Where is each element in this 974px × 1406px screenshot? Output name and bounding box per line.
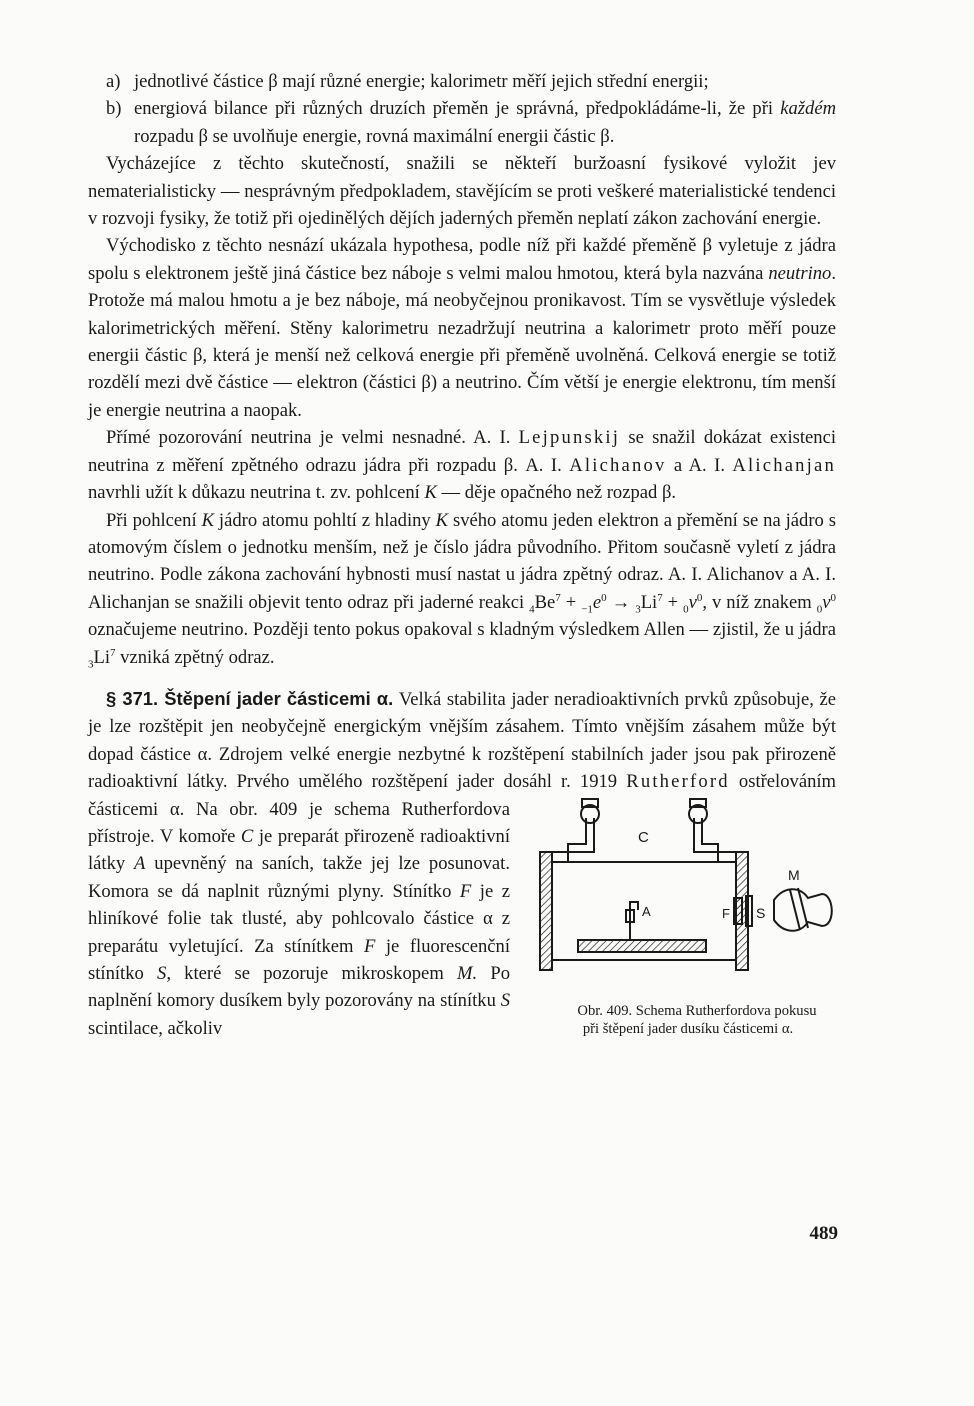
emphasis: neutrino bbox=[768, 262, 832, 284]
label-c: C bbox=[638, 828, 649, 846]
paragraph: Vycházejíce z těchto skutečností, snažili se někteří buržoasní fysikové vyložit jev nematerialisticky — nesprávným předpokladem, stavějícím se proti veškeré materialistické tendenci v rozvoji fysiky, že totiž při ojedinělých dějích jaderných přeměn neplatí zákon zachování energie. bbox=[88, 153, 836, 230]
rutherford-apparatus-diagram bbox=[522, 798, 854, 998]
right-gas-tube bbox=[702, 818, 718, 862]
slide-rail bbox=[578, 940, 706, 952]
list-item bbox=[88, 68, 836, 95]
paragraph: Přímé pozorování neutrina je velmi nesnadné. A. I. Lejpunskij se snažil dokázat existenci neutrina z měření zpětného odrazu jádra při rozpadu β. A. I. Alichanov a A. I. Alichanjan navrhli užít k důkazu neutrina t. zv. pohlcení K — děje opačného než rozpad β. bbox=[88, 427, 836, 504]
chamber-left-wall bbox=[540, 852, 552, 970]
figure-caption: Obr. 409. Schema Rutherfordova pokusu při štěpení jader dusíku částicemi α. bbox=[577, 1002, 817, 1037]
left-gas-tube bbox=[568, 818, 586, 862]
section-paragraph: § 371. Štěpení jader částicemi α. Velká stabilita jader neradioaktivních prvků způsobuje, že je lze rozštěpit jen neobyčejně energickým vnějším zásahem. Tímto vnějším zásahem může být dopad částice α. Zdrojem velké energie nezbytné k rozštěpení stabilních jader jsou pak přirozeně radioaktivní látky. Prvého umělého rozštěpení jader dosáhl r. 1919 C A F S M Obr. 409. Schema Rutherfordova pokusu při štěpení jader dusíku částicemi α. Rutherford ostřelováním částicemi α. Na obr. 409 je schema Rutherfordova přístroje. V komoře C je preparát přirozeně radioaktivní látky A upevněný na saních, takže jej lze posunovat. Komora se dá naplnit různými plyny. Stínítko F je z hliníkové folie tak tlusté, aby pohlcovalo částice α z preparátu vyletující. Za stínítkem F je fluorescenční stínítko S, které se pozoruje mikroskopem M. Po naplnění komory dusíkem byly pozorovány na stínítku S scintilace, ačkoliv bbox=[88, 685, 836, 1042]
page-number: 489 bbox=[809, 1223, 838, 1244]
page-body bbox=[88, 68, 836, 1066]
paragraph: Východisko z těchto nesnází ukázala hypothesa, podle níž při každé přeměně β vyletuje z jádra spolu s elektronem ještě jiná částice bez náboje s velmi malou hmotou, která byla nazvána neutrino. Protože má malou hmotu a je bez náboje, má neobyčejnou pronikavost. Tím se vysvětluje výsledek kalorimetrických měření. Stěny kalorimetru nezadržují neutrina a kalorimetr proto měří pouze energii částic β, která je menší než celková energie při přeměně uvolněná. Celková energie se totiž rozdělí mezi dvě částice — elektron (částici β) a neutrino. Čím větší je energie elektronu, tím menší je energie neutrina a naopak. bbox=[88, 235, 836, 421]
section-heading: § 371. Štěpení jader částicemi α. bbox=[106, 687, 394, 709]
paragraph: Při pohlcení K jádro atomu pohltí z hladiny K svého atomu jeden elektron a přemění se na jádro s atomovým číslem o jednotku menším, než je číslo jádra původního. Přitom současně vyletí z jádra neutrino. Podle zákona zachování hybnosti musí nastat u jádra zpětný odraz. A. I. Alichanov a A. I. Alichanjan se snažili objevit tento odraz při jaderné reakci $_4Be^7 + _{-1}e^0 \to _3Li^7 + _0\nu^0$, v níž znakem $_0\nu^0$ označujeme neutrino. Později tento pokus opakoval s kladným výsledkem Allen — zjistil, že u jádra $_3Li^7$ vzniká zpětný odraz. bbox=[88, 509, 836, 671]
reaction-equation: $_4Be^7 + _{-1}e^0 \to _3Li^7 + _0\nu^0$ bbox=[529, 591, 703, 616]
list-label: b) bbox=[106, 98, 122, 120]
label-a: A bbox=[642, 903, 651, 919]
label-m: M bbox=[788, 866, 800, 883]
figure-409 bbox=[522, 798, 854, 1060]
author-name: Alichanjan bbox=[732, 454, 836, 476]
author-name: Rutherford bbox=[626, 771, 730, 793]
foil-screen-f bbox=[734, 898, 742, 924]
list-item bbox=[88, 95, 836, 150]
list-text: jednotlivé částice β mají různé energie; kalorimetr měří jejich střední energii; bbox=[134, 71, 709, 92]
list-text: energiová bilance při různých druzích přeměn je správná, předpokládáme-li, že při každém rozpadu β se uvolňuje energie, rovná maximální energii částic β. bbox=[134, 98, 836, 147]
label-f: F bbox=[722, 905, 730, 921]
emphasis: každém bbox=[780, 98, 836, 120]
list-label: a) bbox=[106, 71, 121, 92]
author-name: Alichanov bbox=[569, 454, 667, 476]
author-name: Lejpunskij bbox=[518, 427, 621, 449]
label-s: S bbox=[756, 904, 766, 921]
